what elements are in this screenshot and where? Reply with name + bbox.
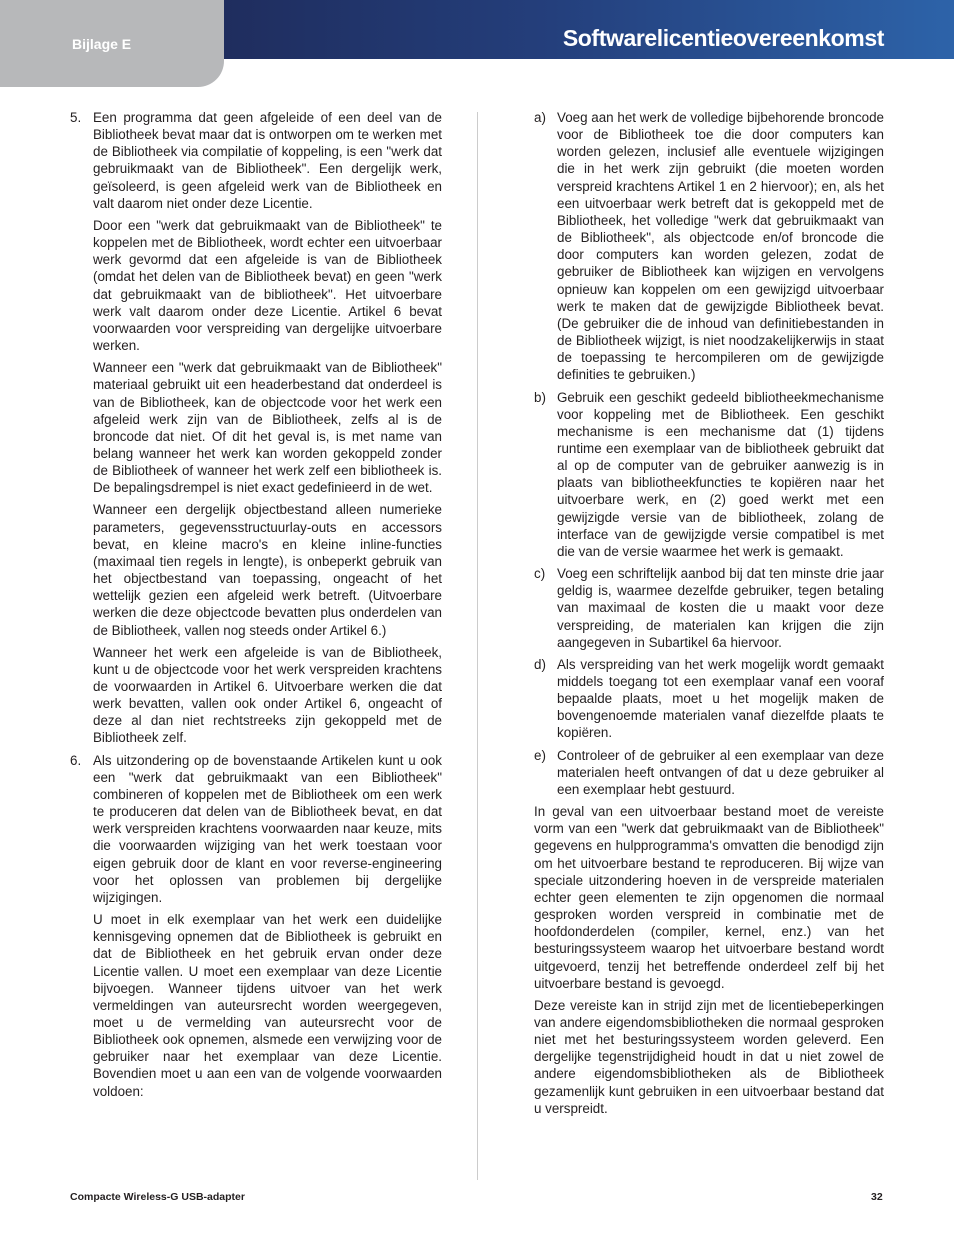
footer-page-number: 32 xyxy=(871,1191,883,1203)
sub-item-a xyxy=(534,109,884,389)
page-title: Softwarelicentieovereenkomst xyxy=(562,25,884,51)
article-5 xyxy=(70,109,442,752)
footer-product-name: Compacte Wireless-G USB-adapter xyxy=(70,1191,245,1203)
article-paragraph: Door een "werk dat gebruikmaakt van de Bibliotheek" te koppelen met de Bibliotheek, wordt echter een uitvoerbaar werk gevormd dat een afgeleide is van de Bibliotheek (omdat het delen van de Bibliotheek bevat) en geen "werk dat gebruikmaakt van de bibliotheek". Het uitvoerbare werk valt daarom onder deze Licentie. Artikel 6 bevat voorwaarden voor verspreiding van dergelijke uitvoerbare werken. xyxy=(93,217,442,354)
sub-item-d xyxy=(534,656,884,747)
sub-item-text: Gebruik een geschikt gedeeld bibliotheekmechanisme voor koppeling met de Bibliotheek. Een geschikt mechanisme is een mechanisme dat (1) tijdens runtime een exemplaar van de bibliotheek gebruikt dat al op de computer van de gebruiker aanwezig is in plaats van bibliotheekfuncties te kopiëren naar het uitvoerbare werk, en (2) goed werkt met een gewijzigde versie van de bibliotheek, zolang de interface van de gewijzigde versie compatibel is met die van de versie waarmee het werk is gemaakt. xyxy=(557,389,884,559)
sub-item-c xyxy=(534,565,884,656)
left-column xyxy=(70,109,442,1105)
article-paragraph: Wanneer het werk een afgeleide is van de Bibliotheek, kunt u de objectcode voor het werk verspreiden krachtens de voorwaarden in Artikel 6. Uitvoerbare werken die dat werk bevatten, vallen ook onder Artikel 6, ongeacht of deze al dan niet rechtstreeks zijn gekoppeld met de Bibliotheek zelf. xyxy=(93,644,442,746)
sub-item-text: Als verspreiding van het werk mogelijk wordt gemaakt middels toegang tot een exemplaar vanaf een vooraf bepaalde plaats, moet u het mogelijk maken de bovengenoemde materialen vanaf diezelfde plaats te kopiëren. xyxy=(557,656,884,741)
header-bar xyxy=(224,0,954,59)
article-paragraph: Wanneer een "werk dat gebruikmaakt van de Bibliotheek" materiaal gebruikt uit een headerbestand dat onderdeel is van de Bibliotheek, kan de objectcode voor het werk een afgeleid werk zijn van de Bibliotheek, zelfs al is de broncode dat niet. Of dit het geval is, is met name van belang wanneer het werk kan worden gekoppeld zonder de Bibliotheek of wanneer het werk zelf een bibliotheek is. De bepalingsdrempel is niet exact gedefinieerd in de wet. xyxy=(93,360,442,496)
sub-item-e xyxy=(534,747,884,803)
article-6 xyxy=(70,752,442,1105)
section-tab xyxy=(0,0,224,87)
sub-item-letter: b) xyxy=(534,389,546,405)
right-column xyxy=(534,109,884,1122)
sub-item-b xyxy=(534,389,884,566)
sub-item-letter: a) xyxy=(534,110,546,125)
article-number: 5. xyxy=(70,110,82,125)
sub-item-text: Controleer of de gebruiker al een exemplaar van deze materialen heeft ontvangen of dat u deze gebruiker al een exemplaar hebt gestuurd. xyxy=(557,747,884,797)
sub-item-letter: e) xyxy=(534,747,546,763)
article-number: 6. xyxy=(70,752,82,768)
article-paragraph: Als uitzondering op de bovenstaande Artikelen kunt u ook een "werk dat gebruikmaakt van een Bibliotheek" combineren of koppelen met de Bibliotheek om een werk te produceren dat delen van de Bibliotheek bevat, en dat werk verspreiden krachtens voorwaarden naar keuze, mits die voorwaarden wijziging van het werk toestaan voor eigen gebruik door de klant en voor reverse-engineering voor het oplossen van problemen bij dergelijke wijzigingen. xyxy=(93,752,442,905)
article-paragraph: U moet in elk exemplaar van het werk een duidelijke kennisgeving opnemen dat de Bibliotheek is gebruikt en dat de Bibliotheek en het gebruik ervan onder deze Licentie vallen. U moet een exemplaar van deze Licentie bijvoegen. Wanneer tijdens uitvoer van het werk vermeldingen van auteursrecht worden weergegeven, moet u de vermelding van auteursrecht voor de Bibliotheek ook opnemen, alsmede een verwijzing voor de gebruiker naar het exemplaar van deze Licentie. Bovendien moet u aan een van de volgende voorwaarden voldoen: xyxy=(93,912,442,1099)
article-paragraph: Wanneer een dergelijk objectbestand alleen numerieke parameters, gegevensstructuurlay-outs en accessors bevat, en kleine macro's en kleine inline-functies (maximaal tien regels in lengte), is onbeperkt gebruik van het objectbestand van toepassing, ongeacht of het wettelijk gezien een afgeleid werk betreft. (Uitvoerbare werken die deze objectcode bevatten plus onderdelen van de Bibliotheek, vallen nog steeds onder Artikel 6.) xyxy=(93,502,442,638)
sub-item-letter: d) xyxy=(534,656,546,672)
body-paragraph: In geval van een uitvoerbaar bestand moet de vereiste vorm van een "werk dat gebruikmaakt van de Bibliotheek" gegevens en hulpprogramma's omvatten die benodigd zijn om het uitvoerbare bestand te reproduceren. Bij wijze van speciale uitzondering hoeven in de verspreide materialen echter geen elementen te zijn opgenomen die normaal gesproken worden verspreid in combinatie met de hoofdonderdelen (compiler, kernel, enz.) van het besturingssysteem waarop het uitvoerbare bestand wordt uitgevoerd, tenzij het betreffende onderdeel zelf bij het uitvoerbare bestand is gevoegd. xyxy=(534,804,884,991)
column-divider xyxy=(477,112,478,1180)
section-label: Bijlage E xyxy=(72,36,132,52)
article-paragraph: Een programma dat geen afgeleide of een deel van de Bibliotheek bevat maar dat is ontworpen om te werken met de Bibliotheek via compilatie of koppeling, is een "werk dat gebruikmaakt van de Bibliotheek". Een dergelijk werk, geïsoleerd, is geen afgeleid werk van de Bibliotheek en valt daarom niet onder deze Licentie. xyxy=(93,110,442,211)
sub-item-letter: c) xyxy=(534,566,546,582)
sub-item-text: Voeg een schriftelijk aanbod bij dat ten minste drie jaar geldig is, waarmee dezelfde gebruiker, tegen betaling van maximaal de kosten die u maakt voor deze verspreiding, de materialen kan krijgen die zijn aangegeven in Subartikel 6a hiervoor. xyxy=(557,566,884,650)
sub-item-text: Voeg aan het werk de volledige bijbehorende broncode voor de Bibliotheek toe die door computers kan worden gelezen, inclusief alle eventuele wijzigingen die in het werk zijn gebruikt (die moeten worden verspreid krachtens Artikel 1 en 2 hiervoor); en, als het een uitvoerbaar werk betreft dat is gekoppeld met de Bibliotheek, het volledige "werk dat gebruikmaakt van de Bibliotheek", als objectcode en/of broncode die door computers kan worden gelezen, zodat de gebruiker de Bibliotheek kan wijzigen en vervolgens opnieuw kan koppelen om een gewijzigd uitvoerbaar werk te maken dat de gewijzigde Bibliotheek bevat. (De gebruiker die de inhoud van definitiebestanden in de Bibliotheek wijzigt, is niet noodzakelijkerwijs in staat de toepassing te hercompileren om de gewijzigde definities te gebruiken.) xyxy=(557,110,884,383)
body-paragraph: Deze vereiste kan in strijd zijn met de licentiebeperkingen van andere eigendomsbibliotheken die normaal gesproken niet met het besturingssysteem worden geleverd. Een dergelijke tegenstrijdigheid houdt in dat u niet zowel de andere eigendomsbibliotheken als de Bibliotheek gezamenlijk kunt gebruiken in een uitvoerbaar bestand dat u verspreidt. xyxy=(534,997,884,1116)
